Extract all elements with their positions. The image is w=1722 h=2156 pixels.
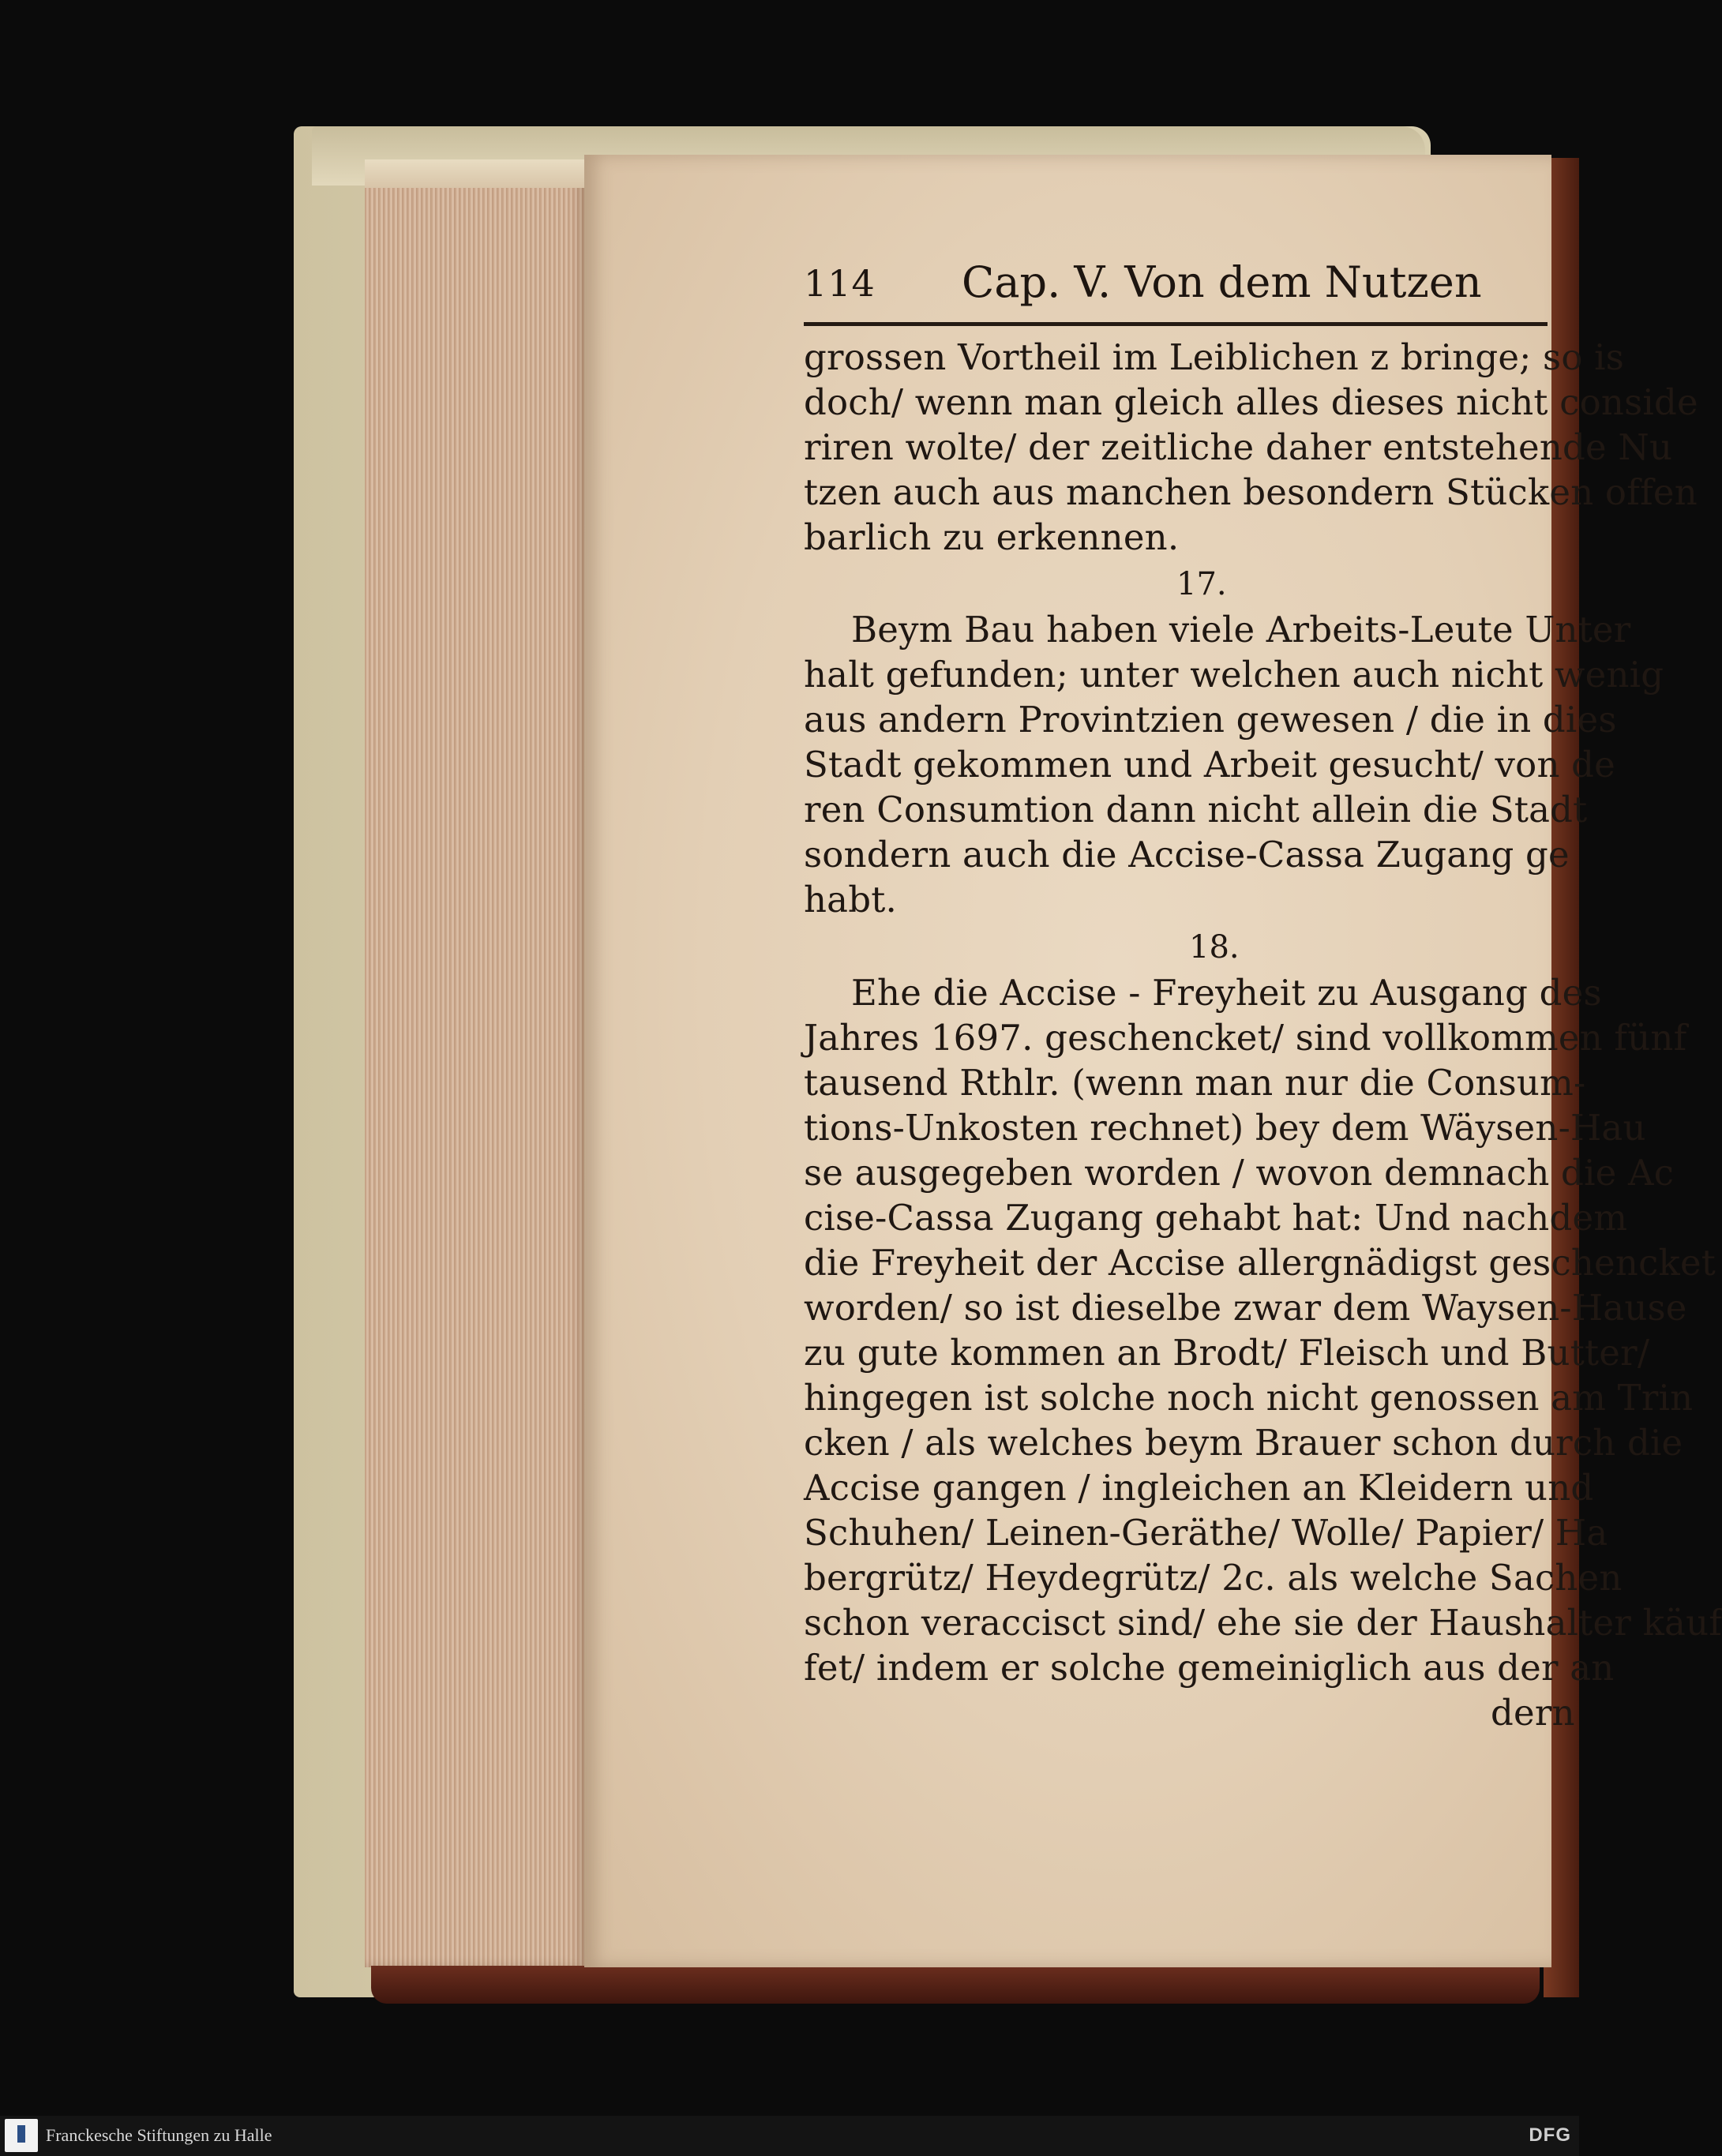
text-line: hingegen ist solche noch nicht genossen am Trin bbox=[804, 1377, 1694, 1419]
text-line: Stadt gekommen und Arbeit gesucht/ von de bbox=[804, 744, 1615, 786]
page-number: 114 bbox=[804, 262, 876, 305]
text-line: aus andern Provintzien gewesen / die in dies bbox=[804, 699, 1617, 741]
text-line: habt. bbox=[804, 879, 898, 921]
running-head bbox=[804, 253, 1548, 309]
text-line: barlich zu erkennen. bbox=[804, 516, 1180, 558]
text-line: worden/ so ist dieselbe zwar dem Waysen-Hause bbox=[804, 1287, 1687, 1329]
institution-name[interactable]: Franckesche Stiftungen zu Halle bbox=[46, 2125, 272, 2145]
text-line: tions-Unkosten rechnet) bey dem Wäysen-Hau bbox=[804, 1107, 1646, 1149]
text-line: riren wolte/ der zeitliche daher entstehende Nu bbox=[804, 426, 1673, 468]
page-edges bbox=[365, 159, 586, 1967]
text-line: die Freyheit der Accise allergnädigst geschencket bbox=[804, 1242, 1716, 1284]
text-line: grossen Vortheil im Leiblichen z bringe; so is bbox=[804, 336, 1625, 378]
text-line: doch/ wenn man gleich alles dieses nicht conside bbox=[804, 381, 1698, 423]
catchword: dern bbox=[1491, 1692, 1575, 1734]
dfg-logo[interactable]: DFG bbox=[1529, 2124, 1571, 2146]
running-title: Cap. V. Von dem Nutzen bbox=[962, 257, 1482, 307]
text-line: sondern auch die Accise-Cassa Zugang ge bbox=[804, 834, 1570, 876]
text-line: fet/ indem er solche gemeiniglich aus der an bbox=[804, 1647, 1615, 1689]
text-line: cken / als welches beym Brauer schon durch die bbox=[804, 1422, 1683, 1464]
text-line: se ausgegeben worden / wovon demnach die Ac bbox=[804, 1152, 1675, 1194]
text-line: ren Consumtion dann nicht allein die Stadt bbox=[804, 789, 1588, 831]
text-line: Beym Bau haben viele Arbeits-Leute Unter bbox=[851, 609, 1631, 651]
text-line: bergrütz/ Heydegrütz/ 2c. als welche Sachen bbox=[804, 1557, 1623, 1599]
institution-logo-icon[interactable] bbox=[5, 2119, 38, 2152]
viewer-footer bbox=[0, 2116, 1579, 2156]
text-line: Schuhen/ Leinen-Geräthe/ Wolle/ Papier/ Ha bbox=[804, 1512, 1608, 1554]
leather-binding bbox=[371, 1966, 1540, 2004]
text-line: Ehe die Accise - Freyheit zu Ausgang des bbox=[851, 972, 1602, 1014]
text-line: halt gefunden; unter welchen auch nicht wenig bbox=[804, 654, 1664, 696]
text-line: Accise gangen / ingleichen an Kleidern und bbox=[804, 1467, 1594, 1509]
text-line: tzen auch aus manchen besondern Stücken offen bbox=[804, 471, 1698, 513]
section-number-17: 17. bbox=[1176, 566, 1227, 602]
section-number-18: 18. bbox=[1189, 929, 1240, 966]
text-line: zu gute kommen an Brodt/ Fleisch und Butter/ bbox=[804, 1332, 1650, 1374]
head-rule bbox=[804, 322, 1548, 326]
text-block bbox=[804, 336, 1722, 1780]
text-line: Jahres 1697. geschencket/ sind vollkommen fünf bbox=[804, 1017, 1687, 1059]
page-edges-top bbox=[365, 159, 586, 188]
text-line: cise-Cassa Zugang gehabt hat: Und nachdem bbox=[804, 1197, 1628, 1239]
text-line: tausend Rthlr. (wenn man nur die Consum- bbox=[804, 1062, 1586, 1104]
text-line: schon veraccisct sind/ ehe sie der Haushalter käuf bbox=[804, 1602, 1722, 1644]
